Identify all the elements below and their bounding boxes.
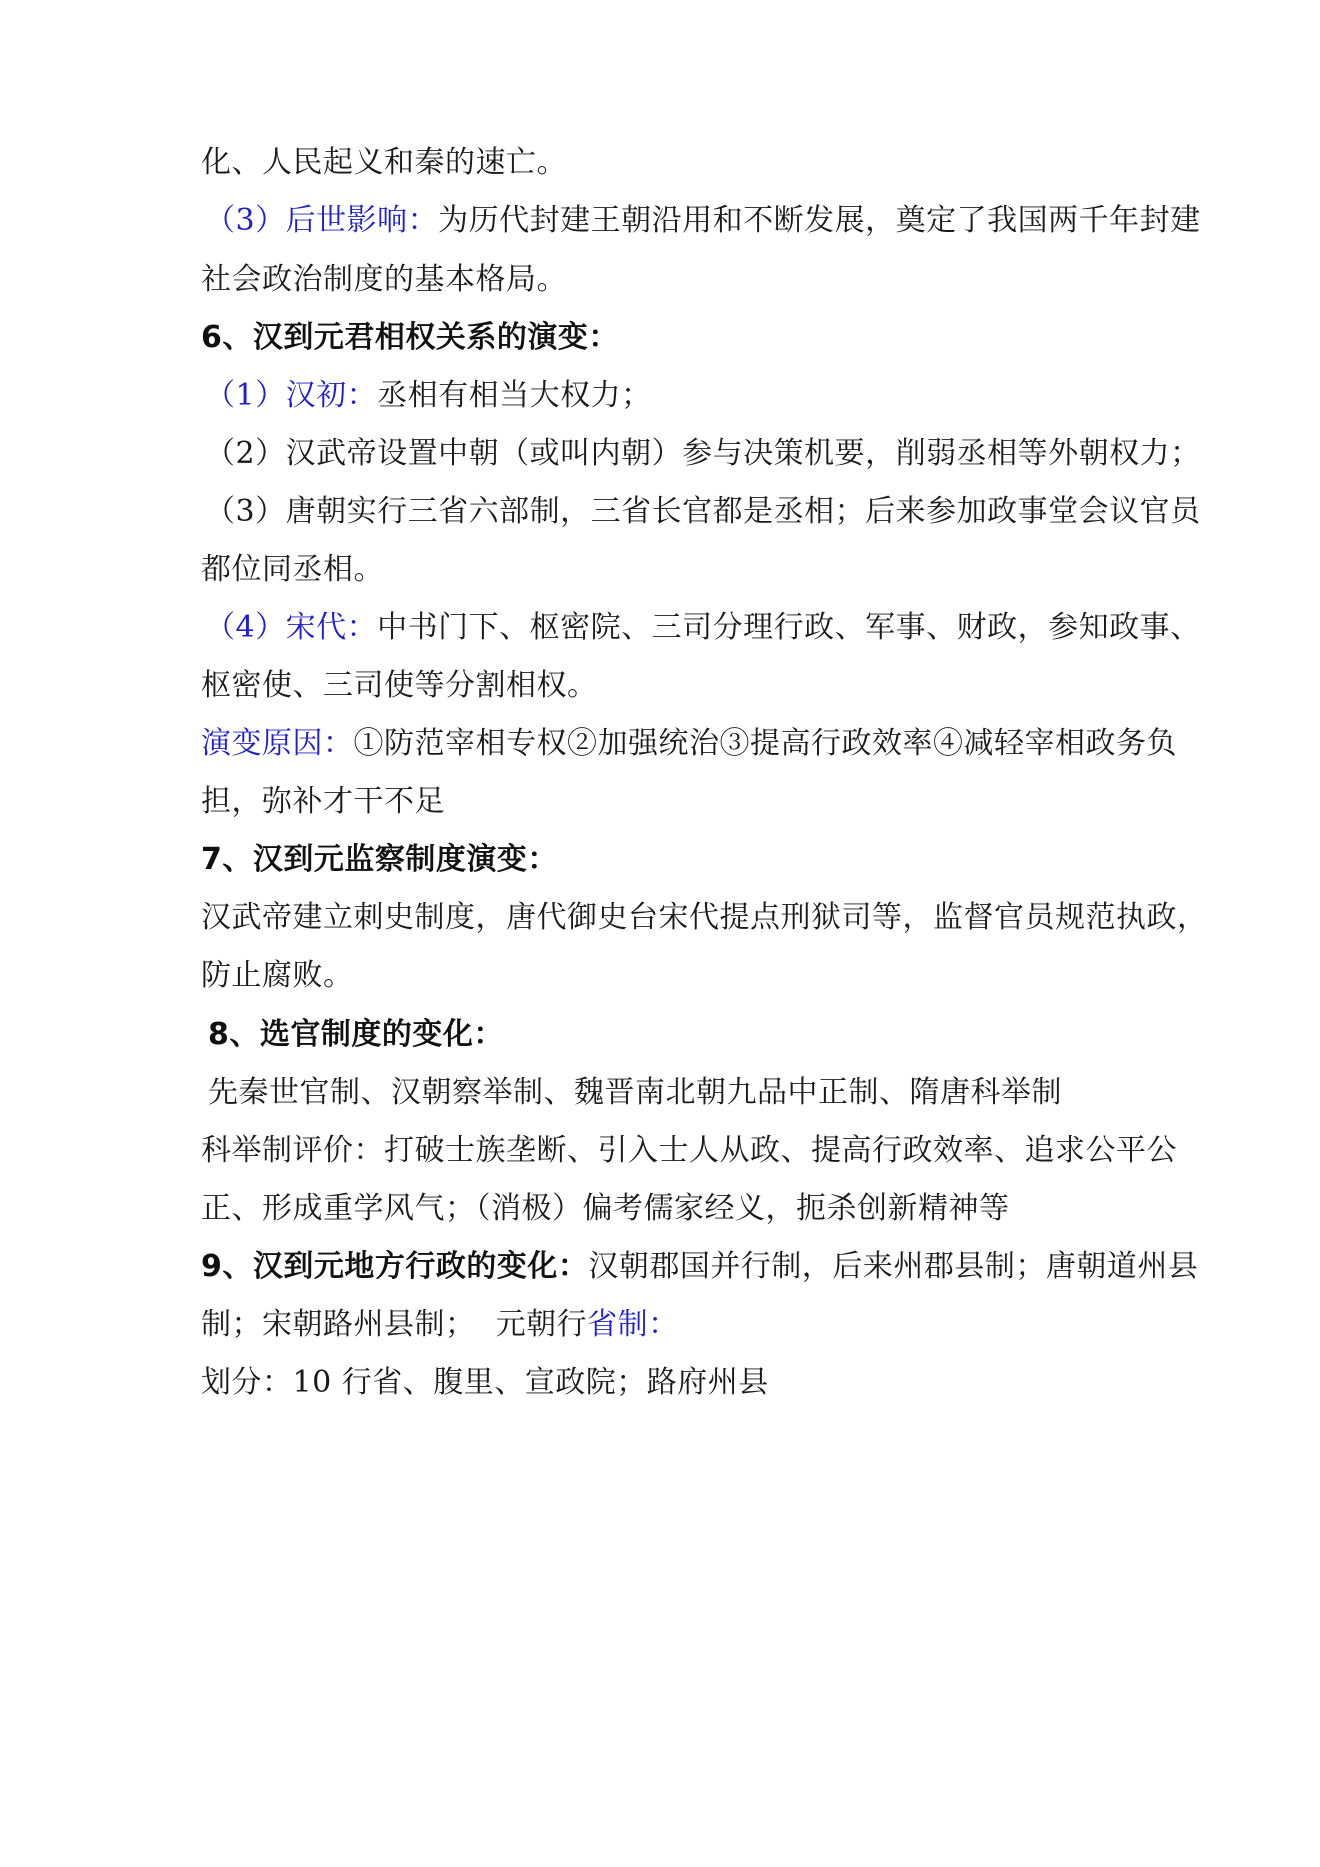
text-run: 都位同丞相。: [201, 552, 384, 587]
text-line: [208, 1073, 1062, 1113]
subheading-label: （3）后世影响：: [205, 203, 439, 238]
text-line: [201, 260, 567, 300]
text-run: 先秦世官制、汉朝察举制、魏晋南北朝九品中正制、隋唐科举制: [208, 1075, 1062, 1110]
section-heading: [201, 1247, 1198, 1287]
text-line: [201, 782, 445, 822]
text-line: [205, 201, 1201, 241]
text-line: [205, 608, 1201, 648]
text-run: 汉武帝建立刺史制度，唐代御史台宋代提点刑狱司等，监督官员规范执政，: [201, 900, 1208, 935]
section-heading: [201, 840, 558, 880]
text-line: [205, 376, 652, 416]
text-run: 枢密使、三司使等分割相权。: [201, 668, 598, 703]
section-heading-text: 6、汉到元君相权关系的演变：: [201, 320, 619, 355]
text-run: 划分：10 行省、腹里、宣政院；路府州县: [201, 1365, 769, 1400]
text-line: [201, 1189, 1010, 1229]
text-line: [201, 898, 1208, 938]
text-run: 担，弥补才干不足: [201, 784, 445, 819]
section-heading-text: 7、汉到元监察制度演变：: [201, 842, 558, 877]
subheading-label: （4）宋代：: [205, 610, 378, 645]
text-run: 为历代封建王朝沿用和不断发展，奠定了我国两千年封建: [438, 203, 1201, 238]
text-run: 汉朝郡国并行制，后来州郡县制；唐朝道州县: [588, 1249, 1199, 1284]
text-line: [201, 1305, 679, 1345]
text-line: [201, 1363, 769, 1403]
text-line: [201, 956, 354, 996]
text-run: （3）唐朝实行三省六部制，三省长官都是丞相；后来参加政事堂会议官员: [205, 494, 1201, 529]
text-run: 中书门下、枢密院、三司分理行政、军事、财政，参知政事、: [377, 610, 1201, 645]
text-line: [201, 550, 384, 590]
text-line: [201, 143, 567, 183]
text-run: （2）汉武帝设置中朝（或叫内朝）参与决策机要，削弱丞相等外朝权力；: [205, 436, 1201, 471]
text-run: 化、人民起义和秦的速亡。: [201, 145, 567, 180]
text-line: [205, 492, 1201, 532]
section-heading: [201, 318, 619, 358]
section-heading-text: 8、选官制度的变化：: [208, 1017, 504, 1052]
text-line: [201, 724, 1177, 764]
text-run: 制；宋朝路州县制； 元朝行: [201, 1307, 588, 1342]
text-run: 科举制评价：打破士族垄断、引入士人从政、提高行政效率、追求公平公: [201, 1133, 1177, 1168]
text-run: ①防范宰相专权②加强统治③提高行政效率④减轻宰相政务负: [353, 726, 1177, 761]
text-run: 丞相有相当大权力；: [377, 378, 652, 413]
section-heading-text: 9、汉到元地方行政的变化：: [201, 1249, 589, 1284]
text-line: [201, 1131, 1177, 1171]
section-heading: [208, 1015, 504, 1055]
subheading-label: （1）汉初：: [205, 378, 378, 413]
text-line: [201, 666, 598, 706]
subheading-label: 演变原因：: [201, 726, 354, 761]
text-line: [205, 434, 1201, 474]
text-run: 社会政治制度的基本格局。: [201, 262, 567, 297]
text-run: 防止腐败。: [201, 958, 354, 993]
highlight-term: 省制：: [587, 1307, 679, 1342]
text-run: 正、形成重学风气；（消极）偏考儒家经义，扼杀创新精神等: [201, 1191, 1010, 1226]
